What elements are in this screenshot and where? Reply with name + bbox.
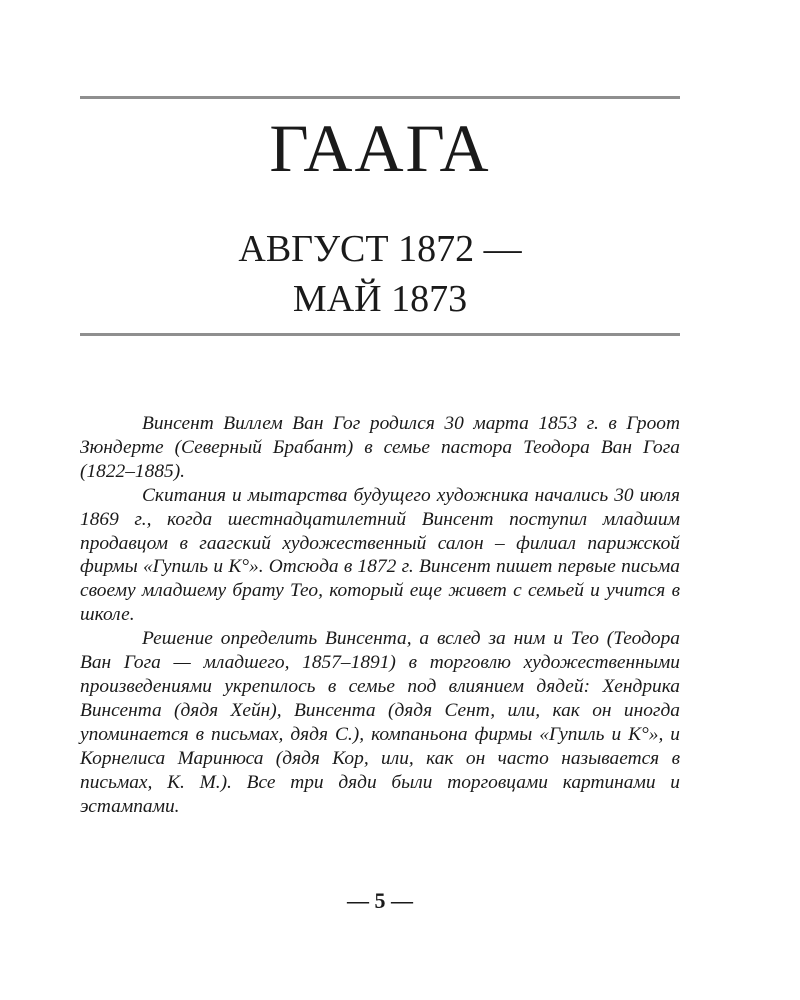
subtitle-line: АВГУСТ 1872 — [238,228,522,270]
chapter-title: ГААГА [269,110,491,186]
subtitle-line: МАЙ 1873 [292,278,468,320]
paragraph: Винсент Виллем Ван Гог родился 30 марта 1853 г. в Гроот Зюндерте (Северный Брабант) в семье пастора Теодора Ван Гога (1822–1885). [80,413,680,482]
paragraph: Скитания и мытарства будущего художника начались 30 июля 1869 г., когда шестнадцатилетний Винсент поступил младшим продавцом в гаагский художественный салон – филиал парижской фирмы «Гупиль и К°». Отсюда в 1872 г. Винсент пишет первые письма своему младшему брату Тео, который еще живет с семьей и учится в школе. [80,484,680,626]
top-divider [80,96,680,99]
chapter-subtitle [80,224,680,324]
bottom-divider [80,333,680,336]
page-number: — 5 — [347,888,413,913]
body-text [80,412,680,818]
paragraph: Решение определить Винсента, а вслед за ним и Тео (Теодора Ван Гога — младшего, 1857–1891) в торговлю художественными произведениями укрепилось в семье под влиянием дядей: Хендрика Винсента (дядя Хейн), Винсента (дядя Сент, или, как он иногда упоминается в письмах, дядя С.), компаньона фирмы «Гупиль и К°», и Корнелиса Маринюса (дядя Кор, или, как он часто называется в письмах, К. М.). Все три дяди были торговцами картинами и эстампами. [80,628,680,817]
